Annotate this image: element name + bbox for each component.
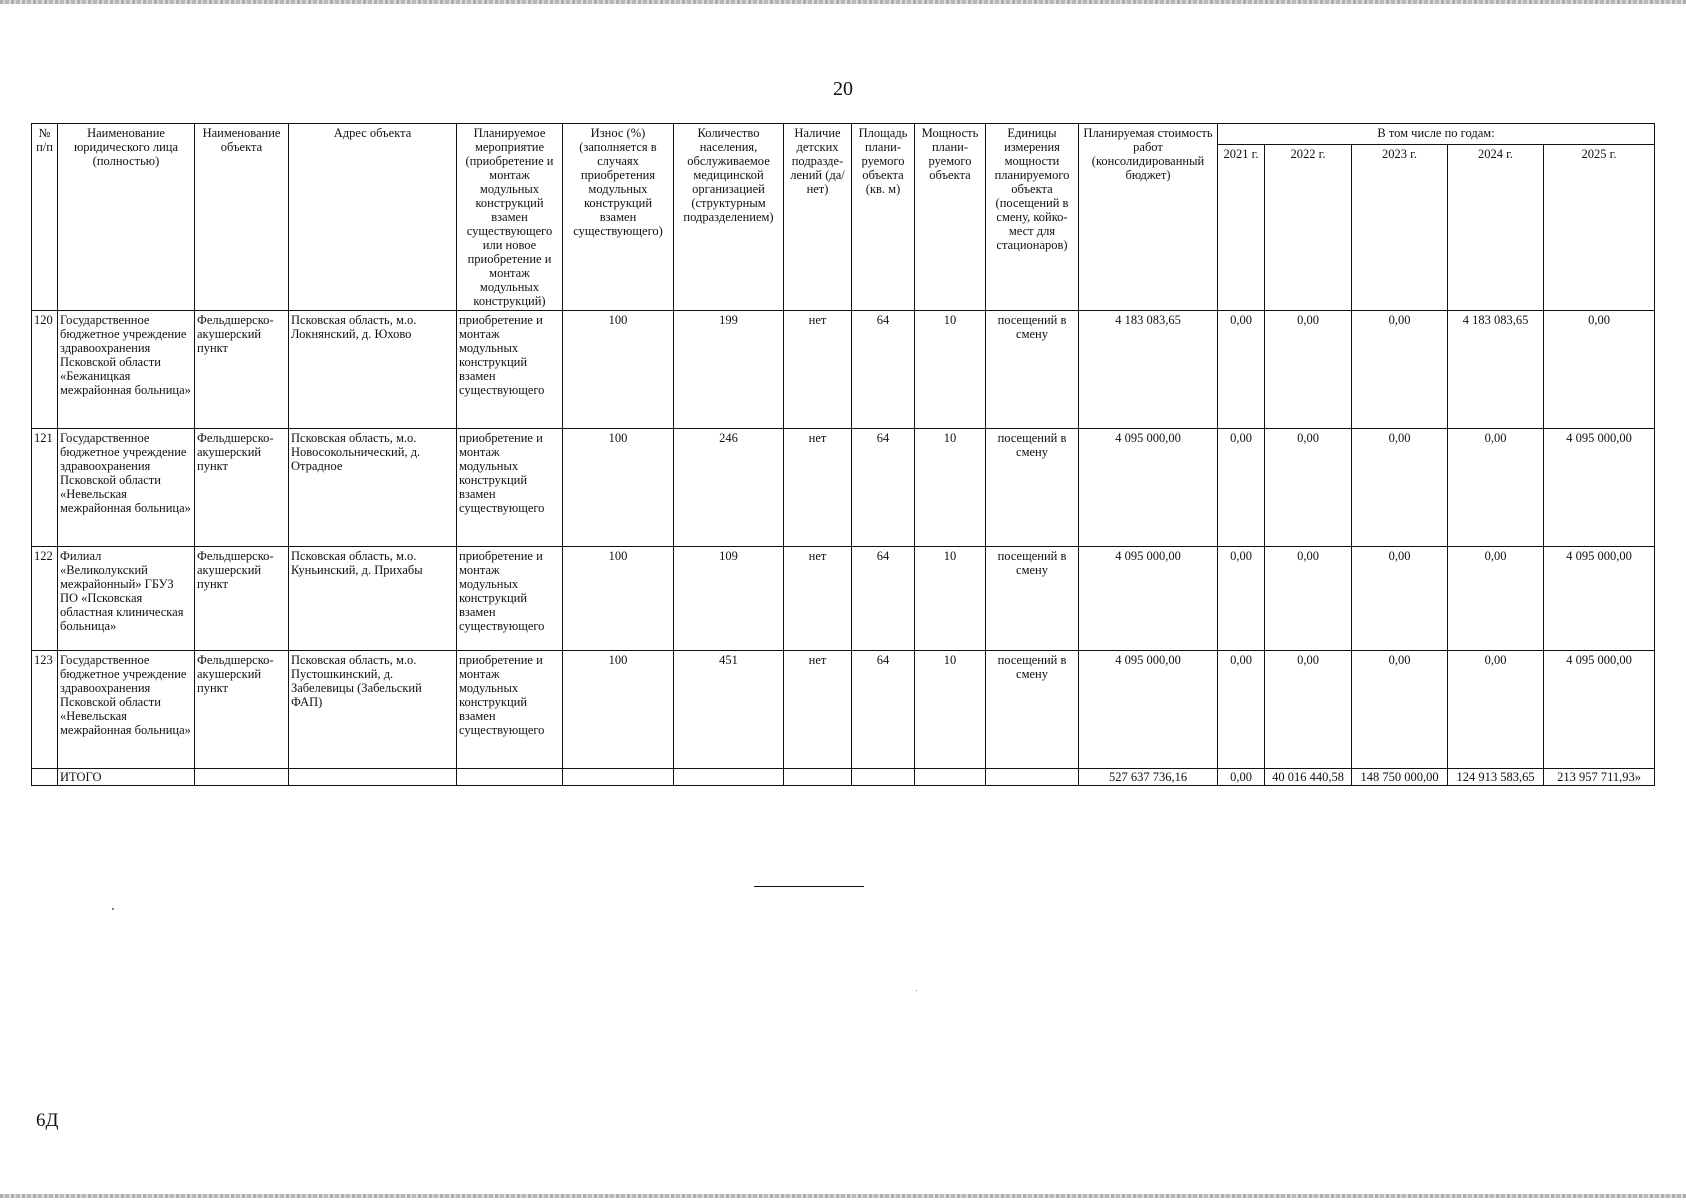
cell-y2025: 4 095 000,00 [1544, 651, 1655, 769]
cell-y2022: 0,00 [1265, 429, 1352, 547]
cell-y2025: 0,00 [1544, 311, 1655, 429]
cell-population: 199 [674, 311, 784, 429]
cell-num: 120 [32, 311, 58, 429]
cell-activity: приобретение и монтаж модульных конструкций взамен существующего [457, 547, 563, 651]
header-capacity: Мощность плани- руемого объекта [915, 124, 986, 311]
scan-speck [112, 908, 114, 910]
cell-object-name: Фельдшерско-акушерский пункт [195, 311, 289, 429]
table-row [32, 651, 1655, 769]
cell-address: Псковская область, м.о. Куньинский, д. Прихабы [289, 547, 457, 651]
total-cell-empty [674, 769, 784, 786]
cell-y2025: 4 095 000,00 [1544, 429, 1655, 547]
header-units: Единицы измерения мощности планируемого объекта (посещений в смену, койко- мест для стационаров) [986, 124, 1079, 311]
header-num: № п/п [32, 124, 58, 311]
cell-units: посещений в смену [986, 651, 1079, 769]
cell-activity: приобретение и монтаж модульных конструкций взамен существующего [457, 651, 563, 769]
table-row [32, 547, 1655, 651]
cell-y2021: 0,00 [1218, 311, 1265, 429]
header-year-2023: 2023 г. [1352, 144, 1448, 310]
cell-units: посещений в смену [986, 311, 1079, 429]
cell-legal-name: Государственное бюджетное учреждение здравоохранения Псковской области «Бежаницкая межрайонная больница» [58, 311, 195, 429]
cell-units: посещений в смену [986, 547, 1079, 651]
total-cell-num [32, 769, 58, 786]
header-population: Количество населения, обслуживаемое медицинской организацией (структурным подразделением) [674, 124, 784, 311]
cell-object-name: Фельдшерско-акушерский пункт [195, 547, 289, 651]
cell-cost: 4 095 000,00 [1079, 547, 1218, 651]
header-year-2021: 2021 г. [1218, 144, 1265, 310]
header-legal-name: Наименование юридического лица (полностью) [58, 124, 195, 311]
header-activity: Планируемое мероприятие (приобретение и монтаж модульных конструкций взамен существующего или новое приобретение и монтаж модульных конструкций) [457, 124, 563, 311]
document-table [31, 123, 1655, 786]
total-y2022: 40 016 440,58 [1265, 769, 1352, 786]
header-object-name: Наименование объекта [195, 124, 289, 311]
cell-children: нет [784, 547, 852, 651]
cell-object-name: Фельдшерско-акушерский пункт [195, 651, 289, 769]
total-y2023: 148 750 000,00 [1352, 769, 1448, 786]
cell-address: Псковская область, м.о. Локнянский, д. Юхово [289, 311, 457, 429]
cell-y2022: 0,00 [1265, 547, 1352, 651]
cell-capacity: 10 [915, 311, 986, 429]
cell-wear: 100 [563, 311, 674, 429]
header-cost: Планируемая стоимость работ (консолидированный бюджет) [1079, 124, 1218, 311]
total-cell-empty [563, 769, 674, 786]
cell-address: Псковская область, м.о. Новосокольнический, д. Отрадное [289, 429, 457, 547]
cell-capacity: 10 [915, 547, 986, 651]
page-number: 20 [833, 78, 853, 100]
cell-y2021: 0,00 [1218, 547, 1265, 651]
cell-object-name: Фельдшерско-акушерский пункт [195, 429, 289, 547]
cell-num: 121 [32, 429, 58, 547]
header-area: Площадь плани- руемого объекта (кв. м) [852, 124, 915, 311]
total-cell-empty [784, 769, 852, 786]
cell-y2023: 0,00 [1352, 651, 1448, 769]
total-cell-empty [986, 769, 1079, 786]
cell-y2024: 0,00 [1448, 547, 1544, 651]
total-row [32, 769, 1655, 786]
scan-edge-bottom [0, 1194, 1686, 1198]
cell-area: 64 [852, 651, 915, 769]
total-cell-empty [195, 769, 289, 786]
header-wear: Износ (%) (заполняется в случаях приобретения модульных конструкций взамен существующего) [563, 124, 674, 311]
cell-children: нет [784, 429, 852, 547]
cell-activity: приобретение и монтаж модульных конструкций взамен существующего [457, 429, 563, 547]
cell-y2024: 0,00 [1448, 429, 1544, 547]
cell-wear: 100 [563, 547, 674, 651]
cell-area: 64 [852, 311, 915, 429]
cell-cost: 4 095 000,00 [1079, 429, 1218, 547]
cell-area: 64 [852, 429, 915, 547]
total-y2025: 213 957 711,93» [1544, 769, 1655, 786]
cell-cost: 4 183 083,65 [1079, 311, 1218, 429]
end-separator-line [754, 886, 864, 887]
cell-legal-name: Филиал «Великолукский межрайонный» ГБУЗ ПО «Псковская областная клиническая больница» [58, 547, 195, 651]
header-children: Наличие детских подразде- лений (да/нет) [784, 124, 852, 311]
cell-y2025: 4 095 000,00 [1544, 547, 1655, 651]
cell-children: нет [784, 311, 852, 429]
total-cell-empty [289, 769, 457, 786]
cell-cost: 4 095 000,00 [1079, 651, 1218, 769]
cell-num: 123 [32, 651, 58, 769]
cell-capacity: 10 [915, 651, 986, 769]
cell-y2022: 0,00 [1265, 311, 1352, 429]
cell-activity: приобретение и монтаж модульных конструкций взамен существующего [457, 311, 563, 429]
cell-population: 451 [674, 651, 784, 769]
cell-legal-name: Государственное бюджетное учреждение здравоохранения Псковской области «Невельская межрайонная больница» [58, 651, 195, 769]
cell-y2022: 0,00 [1265, 651, 1352, 769]
cell-children: нет [784, 651, 852, 769]
cell-capacity: 10 [915, 429, 986, 547]
total-label: ИТОГО [58, 769, 195, 786]
cell-address: Псковская область, м.о. Пустошкинский, д. Забелевицы (Забельский ФАП) [289, 651, 457, 769]
cell-population: 109 [674, 547, 784, 651]
scan-edge-top [0, 0, 1686, 4]
cell-wear: 100 [563, 429, 674, 547]
total-y2024: 124 913 583,65 [1448, 769, 1544, 786]
cell-area: 64 [852, 547, 915, 651]
cell-legal-name: Государственное бюджетное учреждение здравоохранения Псковской области «Невельская межрайонная больница» [58, 429, 195, 547]
header-year-2024: 2024 г. [1448, 144, 1544, 310]
cell-y2021: 0,00 [1218, 651, 1265, 769]
cell-y2024: 0,00 [1448, 651, 1544, 769]
cell-y2023: 0,00 [1352, 547, 1448, 651]
total-cell-empty [915, 769, 986, 786]
total-y2021: 0,00 [1218, 769, 1265, 786]
header-row [32, 124, 1655, 145]
cell-y2024: 4 183 083,65 [1448, 311, 1544, 429]
cell-population: 246 [674, 429, 784, 547]
total-cell-empty [852, 769, 915, 786]
header-by-years: В том числе по годам: [1218, 124, 1655, 145]
cell-y2023: 0,00 [1352, 311, 1448, 429]
cell-num: 122 [32, 547, 58, 651]
header-address: Адрес объекта [289, 124, 457, 311]
table-row [32, 429, 1655, 547]
cell-units: посещений в смену [986, 429, 1079, 547]
header-year-2025: 2025 г. [1544, 144, 1655, 310]
total-cell-empty [457, 769, 563, 786]
footer-code: 6Д [36, 1110, 59, 1131]
scan-speck [916, 990, 917, 991]
table-row [32, 311, 1655, 429]
cell-y2023: 0,00 [1352, 429, 1448, 547]
cell-wear: 100 [563, 651, 674, 769]
cell-y2021: 0,00 [1218, 429, 1265, 547]
total-cost: 527 637 736,16 [1079, 769, 1218, 786]
header-year-2022: 2022 г. [1265, 144, 1352, 310]
